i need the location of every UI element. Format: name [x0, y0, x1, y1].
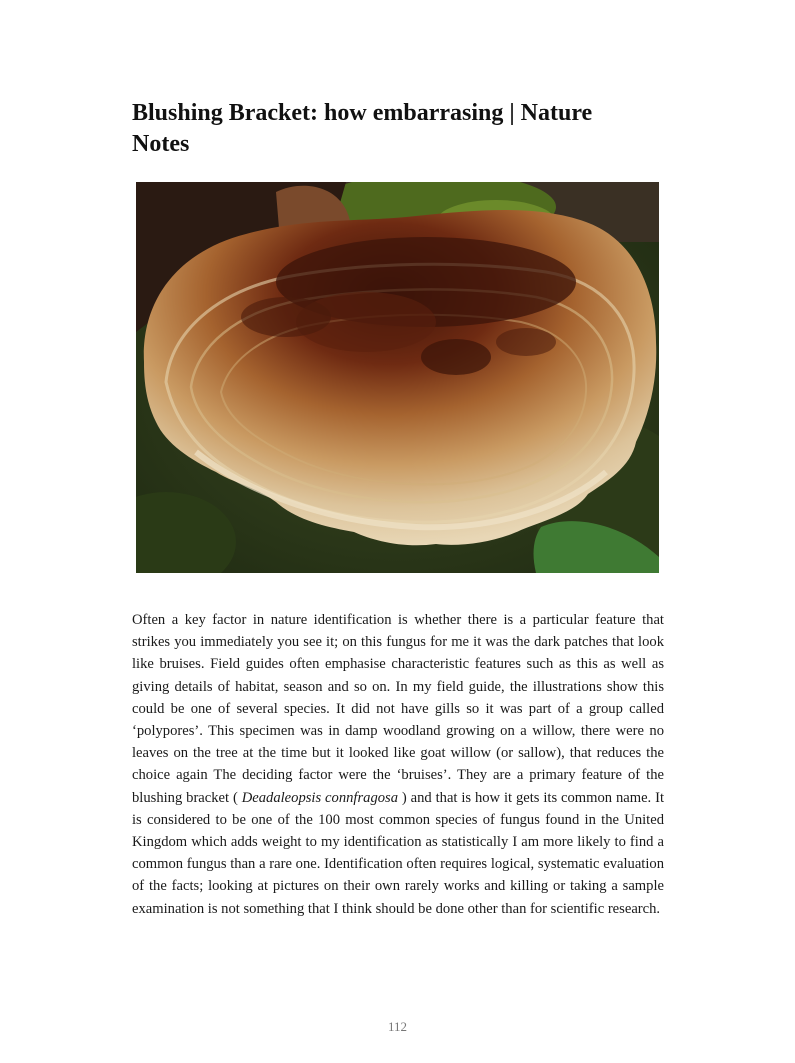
body-part-1: Often a key factor in nature identification is whether there is a particular feature that strikes you immediately you see it; on this fungus for me it was the dark patches that look like bruises. Field guides often emphasise characteristic features such as this as well as giving details of habitat, season and so on. In my field guide, the illustrations show this could be one of several species. It did not have gills so it was part of a group called ‘polypores’. This specimen was in damp woodland growing on a willow, there were no leaves on the tree at the time but it looked like goat willow (or sallow), that reduces the choice again The deciding factor were the ‘bruises’. They are a primary feature of the blushing bracket ( [132, 612, 664, 806]
body-part-2: ) and that is how it gets its common name. It is considered to be one of the 100 most common species of fungus found in the United Kingdom which adds weight to my identification as statistically I am more likely to find a common fungus than a rare one. Identification often requires logical, systematic evaluation of the facts; looking at pictures on their own rarely works and killing or taking a sample examination is not something that I think should be done other than for scientific research. [132, 789, 664, 917]
fungus-photo [136, 182, 659, 573]
article-body [132, 609, 664, 920]
species-name: Deadaleopsis connfragosa [241, 789, 399, 806]
page-title: Blushing Bracket: how embarrasing | Nature Notes [132, 100, 593, 157]
page-number: 112 [387, 1019, 408, 1034]
fungus-illustration [136, 182, 659, 573]
